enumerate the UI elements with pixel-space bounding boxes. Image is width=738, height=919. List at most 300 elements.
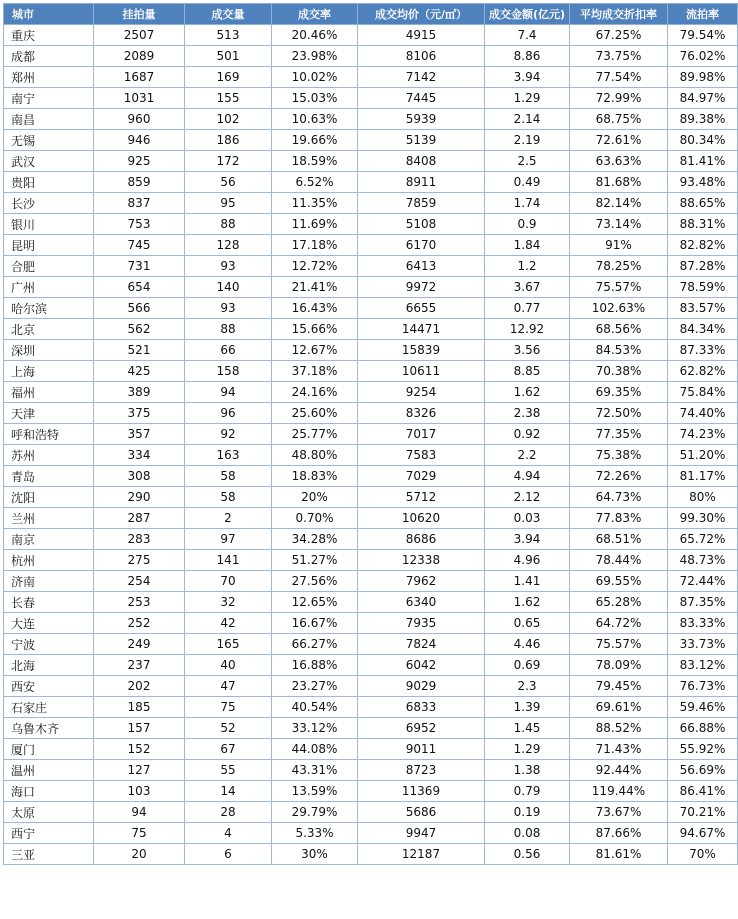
table-row	[4, 361, 738, 382]
cell-deal-rate: 44.08%	[272, 739, 358, 760]
cell-amount: 7.4	[485, 25, 570, 46]
cell-city: 济南	[4, 571, 94, 592]
cell-amount: 1.41	[485, 571, 570, 592]
cell-avg-price: 6655	[358, 298, 485, 319]
cell-city: 广州	[4, 277, 94, 298]
cell-deal-rate: 48.80%	[272, 445, 358, 466]
cell-avg-price: 7029	[358, 466, 485, 487]
cell-amount: 3.94	[485, 67, 570, 88]
cell-avg-price: 7142	[358, 67, 485, 88]
table-row	[4, 403, 738, 424]
cell-listings: 275	[94, 550, 185, 571]
cell-avg-price: 5139	[358, 130, 485, 151]
cell-discount-rate: 102.63%	[570, 298, 668, 319]
table-row	[4, 424, 738, 445]
cell-failure-rate: 66.88%	[668, 718, 738, 739]
cell-deals: 75	[185, 697, 272, 718]
cell-deal-rate: 29.79%	[272, 802, 358, 823]
cell-amount: 12.92	[485, 319, 570, 340]
cell-deals: 52	[185, 718, 272, 739]
cell-failure-rate: 81.41%	[668, 151, 738, 172]
cell-avg-price: 7859	[358, 193, 485, 214]
cell-discount-rate: 119.44%	[570, 781, 668, 802]
cell-amount: 0.56	[485, 844, 570, 865]
cell-discount-rate: 71.43%	[570, 739, 668, 760]
header-row	[4, 4, 738, 25]
cell-amount: 1.45	[485, 718, 570, 739]
cell-failure-rate: 84.34%	[668, 319, 738, 340]
cell-city: 温州	[4, 760, 94, 781]
cell-discount-rate: 92.44%	[570, 760, 668, 781]
cell-failure-rate: 70.21%	[668, 802, 738, 823]
header-deals: 成交量	[185, 4, 272, 25]
cell-avg-price: 8723	[358, 760, 485, 781]
table-row	[4, 571, 738, 592]
cell-deal-rate: 15.66%	[272, 319, 358, 340]
cell-deal-rate: 11.35%	[272, 193, 358, 214]
cell-deal-rate: 51.27%	[272, 550, 358, 571]
table-row	[4, 277, 738, 298]
cell-failure-rate: 65.72%	[668, 529, 738, 550]
cell-deals: 95	[185, 193, 272, 214]
table-row	[4, 592, 738, 613]
cell-failure-rate: 83.12%	[668, 655, 738, 676]
table-row	[4, 256, 738, 277]
table-row	[4, 739, 738, 760]
cell-listings: 249	[94, 634, 185, 655]
table-row	[4, 781, 738, 802]
cell-deal-rate: 18.83%	[272, 466, 358, 487]
cell-city: 武汉	[4, 151, 94, 172]
cell-avg-price: 9029	[358, 676, 485, 697]
cell-city: 长春	[4, 592, 94, 613]
cell-failure-rate: 83.57%	[668, 298, 738, 319]
cell-deal-rate: 43.31%	[272, 760, 358, 781]
cell-failure-rate: 59.46%	[668, 697, 738, 718]
cell-failure-rate: 75.84%	[668, 382, 738, 403]
cell-discount-rate: 64.73%	[570, 487, 668, 508]
cell-amount: 0.9	[485, 214, 570, 235]
cell-amount: 1.74	[485, 193, 570, 214]
cell-amount: 1.62	[485, 382, 570, 403]
table-row	[4, 130, 738, 151]
cell-deals: 28	[185, 802, 272, 823]
cell-avg-price: 5686	[358, 802, 485, 823]
cell-failure-rate: 88.65%	[668, 193, 738, 214]
cell-listings: 127	[94, 760, 185, 781]
cell-listings: 731	[94, 256, 185, 277]
cell-amount: 4.94	[485, 466, 570, 487]
cell-deal-rate: 40.54%	[272, 697, 358, 718]
cell-discount-rate: 73.75%	[570, 46, 668, 67]
table-row	[4, 235, 738, 256]
cell-amount: 8.86	[485, 46, 570, 67]
cell-listings: 375	[94, 403, 185, 424]
cell-deals: 141	[185, 550, 272, 571]
cell-listings: 75	[94, 823, 185, 844]
cell-failure-rate: 80%	[668, 487, 738, 508]
cell-amount: 0.49	[485, 172, 570, 193]
cell-listings: 925	[94, 151, 185, 172]
table-row	[4, 613, 738, 634]
cell-deal-rate: 15.03%	[272, 88, 358, 109]
cell-deal-rate: 21.41%	[272, 277, 358, 298]
cell-discount-rate: 68.56%	[570, 319, 668, 340]
table-row	[4, 445, 738, 466]
cell-discount-rate: 78.44%	[570, 550, 668, 571]
cell-discount-rate: 69.35%	[570, 382, 668, 403]
cell-deals: 158	[185, 361, 272, 382]
cell-failure-rate: 81.17%	[668, 466, 738, 487]
cell-city: 南宁	[4, 88, 94, 109]
cell-amount: 0.92	[485, 424, 570, 445]
cell-avg-price: 5939	[358, 109, 485, 130]
cell-amount: 1.39	[485, 697, 570, 718]
cell-amount: 0.03	[485, 508, 570, 529]
cell-discount-rate: 81.68%	[570, 172, 668, 193]
cell-listings: 94	[94, 802, 185, 823]
city-auction-table	[3, 3, 738, 865]
cell-discount-rate: 77.83%	[570, 508, 668, 529]
cell-discount-rate: 69.61%	[570, 697, 668, 718]
cell-listings: 283	[94, 529, 185, 550]
cell-amount: 2.3	[485, 676, 570, 697]
cell-city: 南昌	[4, 109, 94, 130]
cell-failure-rate: 87.28%	[668, 256, 738, 277]
cell-avg-price: 11369	[358, 781, 485, 802]
cell-amount: 8.85	[485, 361, 570, 382]
cell-amount: 0.77	[485, 298, 570, 319]
cell-amount: 1.62	[485, 592, 570, 613]
cell-avg-price: 15839	[358, 340, 485, 361]
cell-failure-rate: 74.40%	[668, 403, 738, 424]
table-row	[4, 550, 738, 571]
cell-listings: 2507	[94, 25, 185, 46]
cell-discount-rate: 68.75%	[570, 109, 668, 130]
cell-discount-rate: 72.50%	[570, 403, 668, 424]
cell-city: 宁波	[4, 634, 94, 655]
cell-avg-price: 8106	[358, 46, 485, 67]
table-row	[4, 718, 738, 739]
cell-deal-rate: 18.59%	[272, 151, 358, 172]
cell-deals: 58	[185, 466, 272, 487]
cell-amount: 4.46	[485, 634, 570, 655]
cell-avg-price: 9947	[358, 823, 485, 844]
cell-deals: 128	[185, 235, 272, 256]
table-row	[4, 151, 738, 172]
cell-amount: 1.84	[485, 235, 570, 256]
table-row	[4, 844, 738, 865]
cell-failure-rate: 70%	[668, 844, 738, 865]
cell-avg-price: 6952	[358, 718, 485, 739]
cell-city: 厦门	[4, 739, 94, 760]
cell-avg-price: 8686	[358, 529, 485, 550]
cell-deal-rate: 16.67%	[272, 613, 358, 634]
cell-deals: 56	[185, 172, 272, 193]
cell-failure-rate: 72.44%	[668, 571, 738, 592]
cell-deal-rate: 12.65%	[272, 592, 358, 613]
cell-discount-rate: 72.99%	[570, 88, 668, 109]
header-amount: 成交金额(亿元)	[485, 4, 570, 25]
cell-avg-price: 7824	[358, 634, 485, 655]
cell-avg-price: 7935	[358, 613, 485, 634]
cell-avg-price: 14471	[358, 319, 485, 340]
cell-discount-rate: 78.25%	[570, 256, 668, 277]
cell-listings: 566	[94, 298, 185, 319]
cell-deal-rate: 37.18%	[272, 361, 358, 382]
cell-failure-rate: 55.92%	[668, 739, 738, 760]
cell-deals: 4	[185, 823, 272, 844]
cell-city: 昆明	[4, 235, 94, 256]
cell-listings: 357	[94, 424, 185, 445]
cell-deal-rate: 10.02%	[272, 67, 358, 88]
cell-city: 北海	[4, 655, 94, 676]
cell-failure-rate: 51.20%	[668, 445, 738, 466]
cell-city: 深圳	[4, 340, 94, 361]
cell-deals: 70	[185, 571, 272, 592]
table-row	[4, 655, 738, 676]
table-row	[4, 676, 738, 697]
cell-amount: 0.69	[485, 655, 570, 676]
table-row	[4, 46, 738, 67]
cell-city: 贵阳	[4, 172, 94, 193]
cell-city: 沈阳	[4, 487, 94, 508]
cell-deal-rate: 17.18%	[272, 235, 358, 256]
cell-amount: 3.94	[485, 529, 570, 550]
cell-deal-rate: 5.33%	[272, 823, 358, 844]
cell-avg-price: 12338	[358, 550, 485, 571]
cell-avg-price: 5712	[358, 487, 485, 508]
cell-city: 杭州	[4, 550, 94, 571]
table-row	[4, 823, 738, 844]
cell-deals: 102	[185, 109, 272, 130]
cell-avg-price: 5108	[358, 214, 485, 235]
cell-discount-rate: 72.61%	[570, 130, 668, 151]
cell-failure-rate: 84.97%	[668, 88, 738, 109]
cell-city: 乌鲁木齐	[4, 718, 94, 739]
cell-deals: 67	[185, 739, 272, 760]
cell-listings: 308	[94, 466, 185, 487]
cell-listings: 202	[94, 676, 185, 697]
cell-avg-price: 12187	[358, 844, 485, 865]
cell-deals: 165	[185, 634, 272, 655]
cell-listings: 960	[94, 109, 185, 130]
table-body	[4, 25, 738, 865]
cell-deals: 66	[185, 340, 272, 361]
cell-failure-rate: 87.33%	[668, 340, 738, 361]
cell-discount-rate: 69.55%	[570, 571, 668, 592]
table-row	[4, 88, 738, 109]
cell-avg-price: 10611	[358, 361, 485, 382]
cell-discount-rate: 75.57%	[570, 277, 668, 298]
cell-discount-rate: 70.38%	[570, 361, 668, 382]
cell-deal-rate: 23.27%	[272, 676, 358, 697]
cell-failure-rate: 83.33%	[668, 613, 738, 634]
cell-deals: 94	[185, 382, 272, 403]
cell-city: 西宁	[4, 823, 94, 844]
cell-avg-price: 10620	[358, 508, 485, 529]
cell-deal-rate: 27.56%	[272, 571, 358, 592]
cell-deal-rate: 10.63%	[272, 109, 358, 130]
cell-deal-rate: 25.77%	[272, 424, 358, 445]
cell-city: 无锡	[4, 130, 94, 151]
cell-city: 成都	[4, 46, 94, 67]
cell-failure-rate: 94.67%	[668, 823, 738, 844]
cell-listings: 753	[94, 214, 185, 235]
cell-deals: 2	[185, 508, 272, 529]
cell-listings: 562	[94, 319, 185, 340]
cell-avg-price: 6170	[358, 235, 485, 256]
cell-avg-price: 7445	[358, 88, 485, 109]
cell-listings: 157	[94, 718, 185, 739]
table-row	[4, 193, 738, 214]
cell-deals: 14	[185, 781, 272, 802]
header-listings: 挂拍量	[94, 4, 185, 25]
cell-listings: 946	[94, 130, 185, 151]
cell-deal-rate: 66.27%	[272, 634, 358, 655]
cell-deals: 92	[185, 424, 272, 445]
cell-amount: 2.19	[485, 130, 570, 151]
header-city: 城市	[4, 4, 94, 25]
cell-city: 上海	[4, 361, 94, 382]
cell-discount-rate: 75.57%	[570, 634, 668, 655]
cell-avg-price: 6413	[358, 256, 485, 277]
header-discount-rate: 平均成交折扣率	[570, 4, 668, 25]
cell-failure-rate: 82.82%	[668, 235, 738, 256]
cell-failure-rate: 88.31%	[668, 214, 738, 235]
table-row	[4, 466, 738, 487]
cell-city: 北京	[4, 319, 94, 340]
cell-listings: 389	[94, 382, 185, 403]
table-row	[4, 802, 738, 823]
cell-failure-rate: 80.34%	[668, 130, 738, 151]
cell-deals: 88	[185, 214, 272, 235]
cell-deals: 513	[185, 25, 272, 46]
table-container	[3, 3, 726, 865]
cell-deals: 140	[185, 277, 272, 298]
cell-avg-price: 6042	[358, 655, 485, 676]
cell-city: 重庆	[4, 25, 94, 46]
cell-listings: 859	[94, 172, 185, 193]
cell-amount: 2.12	[485, 487, 570, 508]
cell-discount-rate: 77.35%	[570, 424, 668, 445]
cell-failure-rate: 89.38%	[668, 109, 738, 130]
cell-listings: 1687	[94, 67, 185, 88]
cell-listings: 654	[94, 277, 185, 298]
cell-amount: 2.2	[485, 445, 570, 466]
cell-deals: 186	[185, 130, 272, 151]
cell-deal-rate: 25.60%	[272, 403, 358, 424]
cell-city: 三亚	[4, 844, 94, 865]
cell-deals: 163	[185, 445, 272, 466]
cell-amount: 0.65	[485, 613, 570, 634]
table-row	[4, 319, 738, 340]
cell-avg-price: 7962	[358, 571, 485, 592]
cell-deal-rate: 30%	[272, 844, 358, 865]
cell-deals: 55	[185, 760, 272, 781]
cell-discount-rate: 67.25%	[570, 25, 668, 46]
cell-discount-rate: 64.72%	[570, 613, 668, 634]
cell-deals: 42	[185, 613, 272, 634]
cell-deal-rate: 23.98%	[272, 46, 358, 67]
cell-failure-rate: 62.82%	[668, 361, 738, 382]
cell-failure-rate: 56.69%	[668, 760, 738, 781]
cell-deals: 93	[185, 298, 272, 319]
cell-failure-rate: 76.73%	[668, 676, 738, 697]
cell-discount-rate: 63.63%	[570, 151, 668, 172]
cell-avg-price: 9011	[358, 739, 485, 760]
cell-deal-rate: 19.66%	[272, 130, 358, 151]
cell-amount: 0.19	[485, 802, 570, 823]
cell-listings: 425	[94, 361, 185, 382]
cell-listings: 2089	[94, 46, 185, 67]
cell-deal-rate: 12.72%	[272, 256, 358, 277]
cell-failure-rate: 89.98%	[668, 67, 738, 88]
table-row	[4, 634, 738, 655]
cell-deals: 93	[185, 256, 272, 277]
cell-city: 西安	[4, 676, 94, 697]
cell-amount: 1.2	[485, 256, 570, 277]
cell-deal-rate: 6.52%	[272, 172, 358, 193]
cell-amount: 4.96	[485, 550, 570, 571]
cell-listings: 254	[94, 571, 185, 592]
cell-listings: 521	[94, 340, 185, 361]
table-row	[4, 760, 738, 781]
header-deal-rate: 成交率	[272, 4, 358, 25]
cell-city: 兰州	[4, 508, 94, 529]
cell-discount-rate: 73.14%	[570, 214, 668, 235]
cell-city: 苏州	[4, 445, 94, 466]
cell-city: 南京	[4, 529, 94, 550]
cell-deals: 501	[185, 46, 272, 67]
cell-deals: 155	[185, 88, 272, 109]
cell-city: 海口	[4, 781, 94, 802]
cell-city: 福州	[4, 382, 94, 403]
cell-deals: 172	[185, 151, 272, 172]
cell-discount-rate: 87.66%	[570, 823, 668, 844]
cell-amount: 1.29	[485, 88, 570, 109]
cell-discount-rate: 81.61%	[570, 844, 668, 865]
cell-deal-rate: 13.59%	[272, 781, 358, 802]
cell-failure-rate: 78.59%	[668, 277, 738, 298]
table-row	[4, 382, 738, 403]
cell-city: 郑州	[4, 67, 94, 88]
cell-deals: 47	[185, 676, 272, 697]
cell-failure-rate: 79.54%	[668, 25, 738, 46]
cell-avg-price: 8408	[358, 151, 485, 172]
cell-amount: 0.08	[485, 823, 570, 844]
cell-amount: 0.79	[485, 781, 570, 802]
cell-discount-rate: 82.14%	[570, 193, 668, 214]
cell-listings: 20	[94, 844, 185, 865]
cell-listings: 253	[94, 592, 185, 613]
table-row	[4, 67, 738, 88]
cell-failure-rate: 99.30%	[668, 508, 738, 529]
cell-listings: 185	[94, 697, 185, 718]
cell-amount: 2.14	[485, 109, 570, 130]
cell-avg-price: 6340	[358, 592, 485, 613]
cell-deals: 32	[185, 592, 272, 613]
cell-avg-price: 4915	[358, 25, 485, 46]
cell-deals: 169	[185, 67, 272, 88]
cell-listings: 237	[94, 655, 185, 676]
cell-failure-rate: 48.73%	[668, 550, 738, 571]
cell-discount-rate: 65.28%	[570, 592, 668, 613]
cell-amount: 3.56	[485, 340, 570, 361]
cell-discount-rate: 79.45%	[570, 676, 668, 697]
table-row	[4, 25, 738, 46]
table-row	[4, 109, 738, 130]
